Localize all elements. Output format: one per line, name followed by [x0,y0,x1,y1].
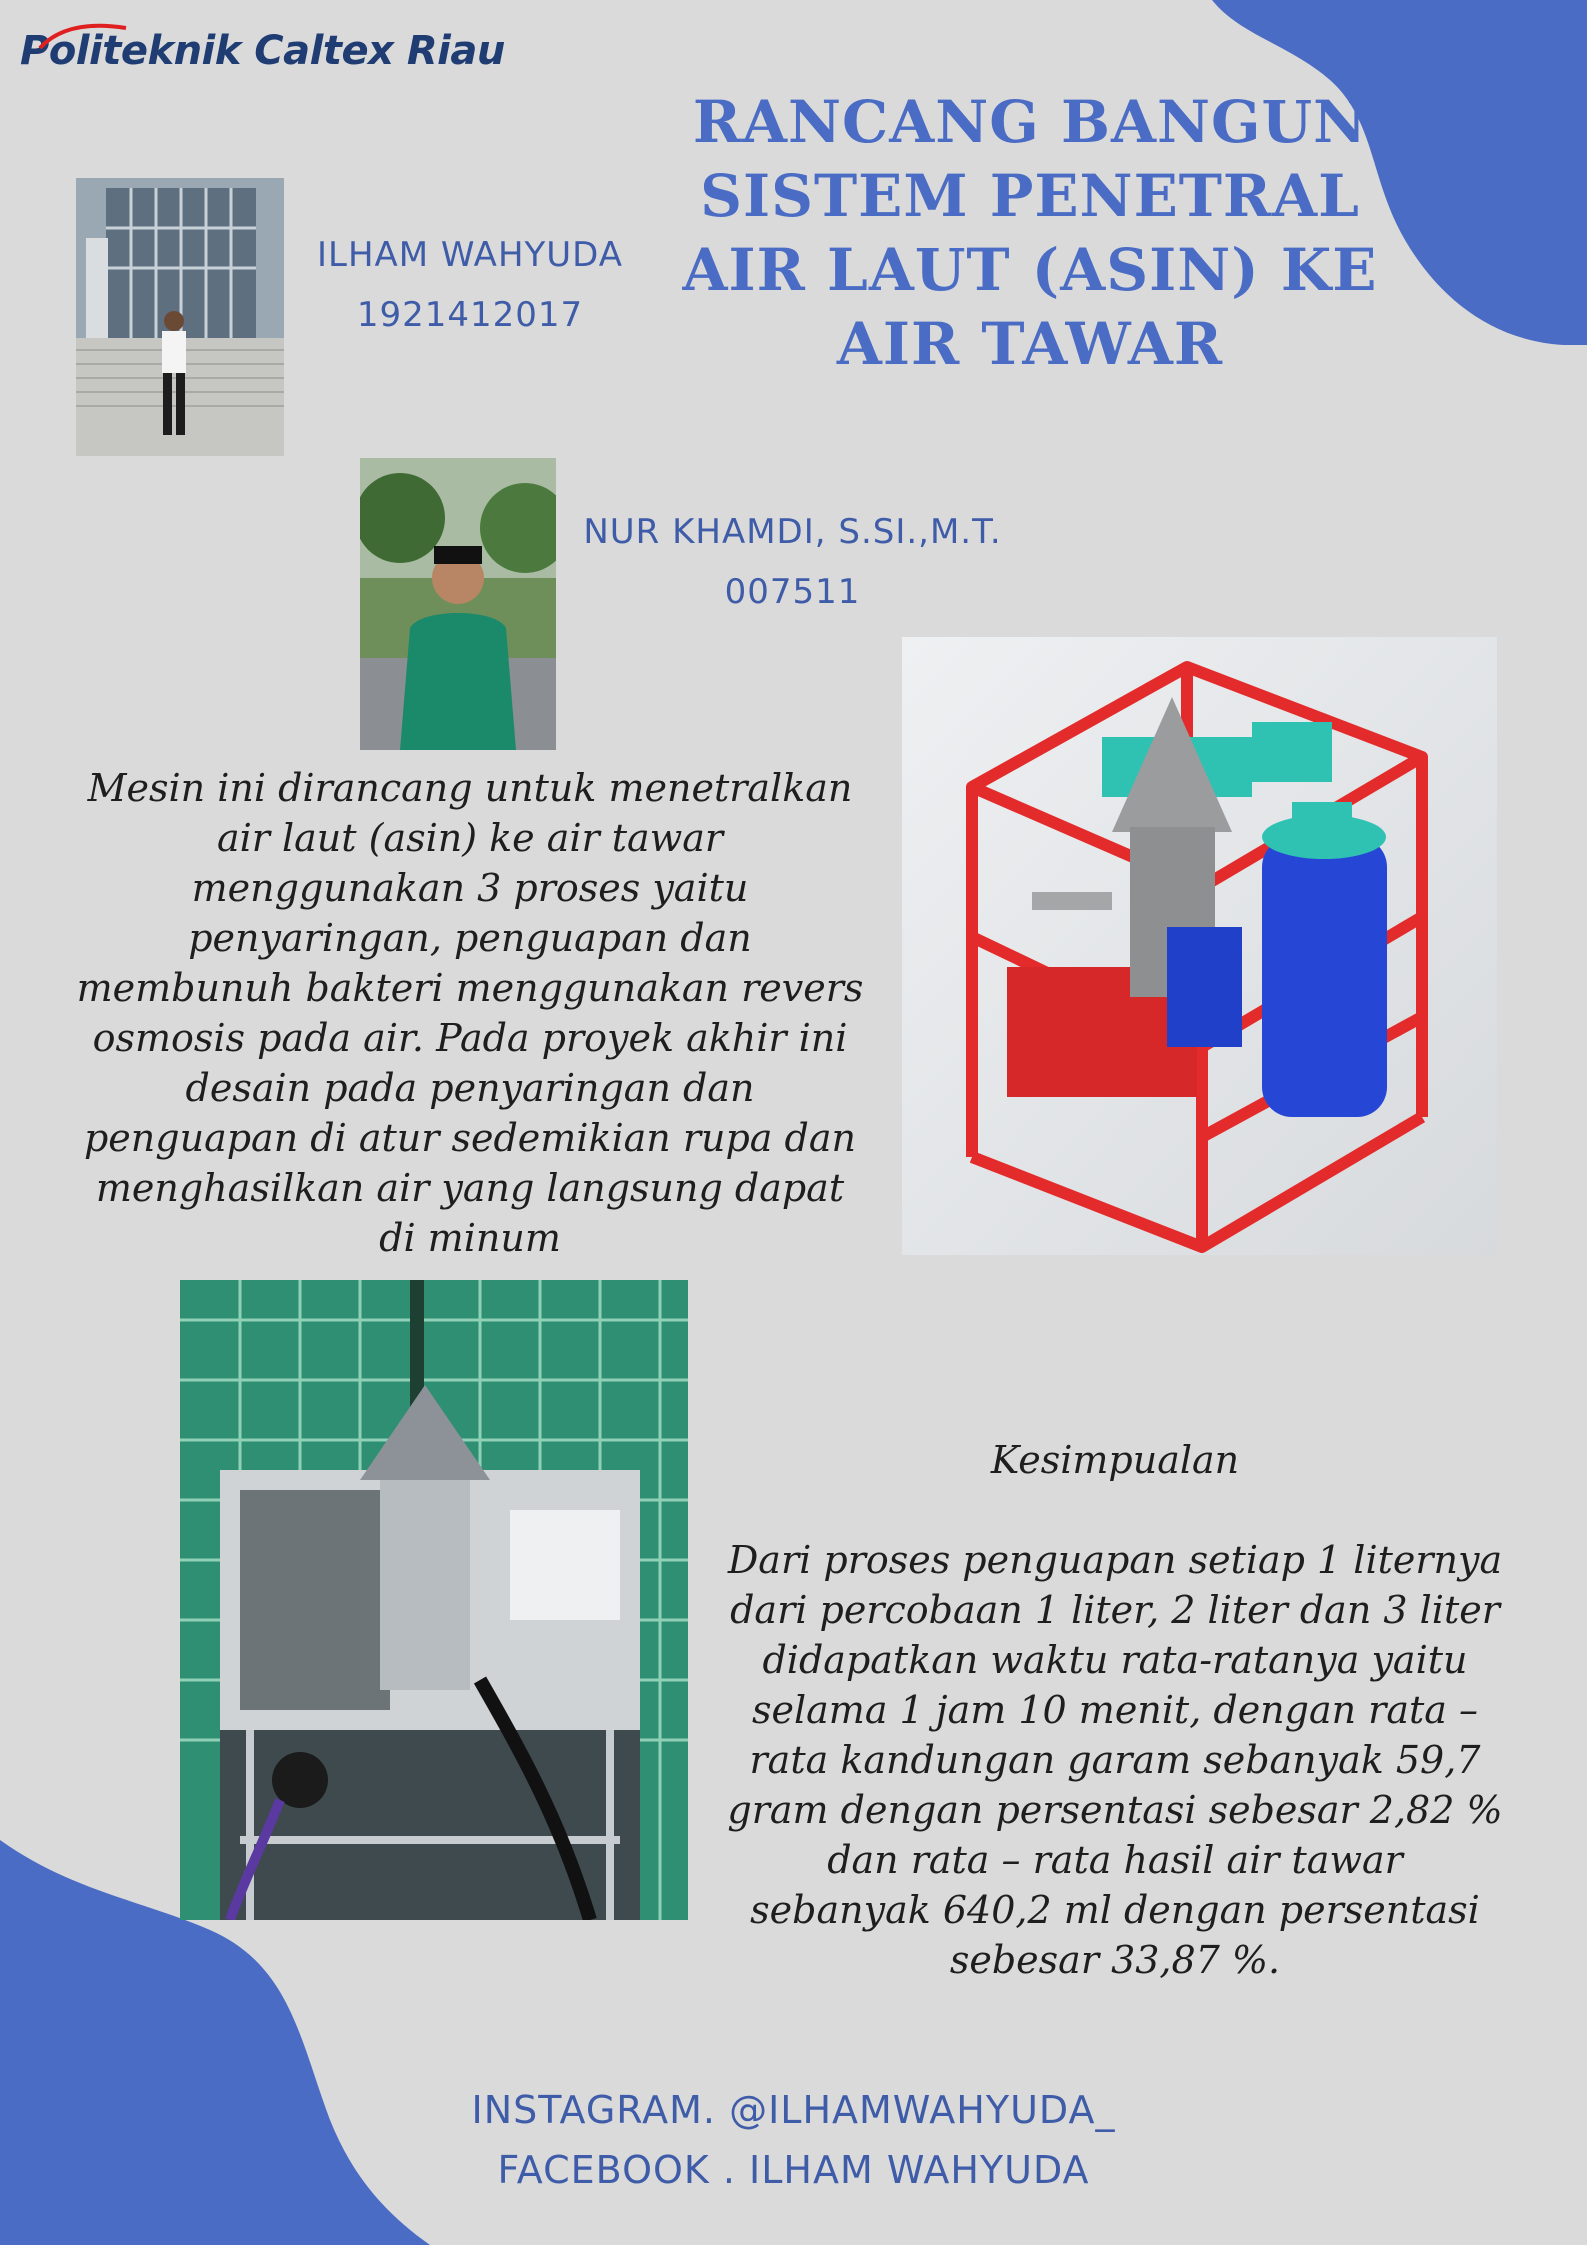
logo-swoosh-icon [38,22,128,52]
institution-logo [20,28,505,74]
logo-text: Politeknik Caltex Riau [20,28,505,74]
project-description: Mesin ini dirancang untuk menetralkan air laut (asin) ke air tawar menggunakan 3 proses yaitu penyaringan, penguapan dan membunuh bakteri menggunakan revers osmosis pada air. Pada proyek akhir ini desain pada penyaringan dan penguapan di atur sedemikian rupa dan menghasilkan air yang langsung dapat di minum [76,766,864,1260]
advisor-photo [360,458,556,750]
advisor-id: 007511 [724,572,861,612]
conclusion-text: Dari proses penguapan setiap 1 liternya dari percobaan 1 liter, 2 liter dan 3 liter didapatkan waktu rata-ratanya yaitu selama 1 jam 10 menit, dengan rata – rata kandungan garam sebanyak 59,7 gram dengan persentasi sebesar 2,82 % dan rata – rata hasil air tawar sebanyak 640,2 ml dengan persentasi sebesar 33,87 %. [727,1538,1503,1982]
poster-title: RANCANG BANGUN SISTEM PENETRAL AIR LAUT (ASIN) KE AIR TAWAR [682,88,1378,378]
conclusion-heading: Kesimpualan [990,1438,1240,1482]
cad-design-image [902,637,1497,1255]
student-info [290,225,650,345]
facebook-handle[interactable]: FACEBOOK . ILHAM WAHYUDA [497,2148,1090,2192]
advisor-info [560,502,1025,622]
prototype-photo [180,1280,688,1920]
instagram-handle[interactable]: INSTAGRAM. @ILHAMWAHYUDA_ [471,2088,1116,2132]
student-photo [76,178,284,456]
social-footer [0,2080,1587,2200]
conclusion-block [705,1385,1525,2035]
advisor-name: NUR KHAMDI, S.SI.,M.T. [583,512,1002,552]
student-id: 1921412017 [356,295,584,335]
student-name: ILHAM WAHYUDA [316,235,624,275]
